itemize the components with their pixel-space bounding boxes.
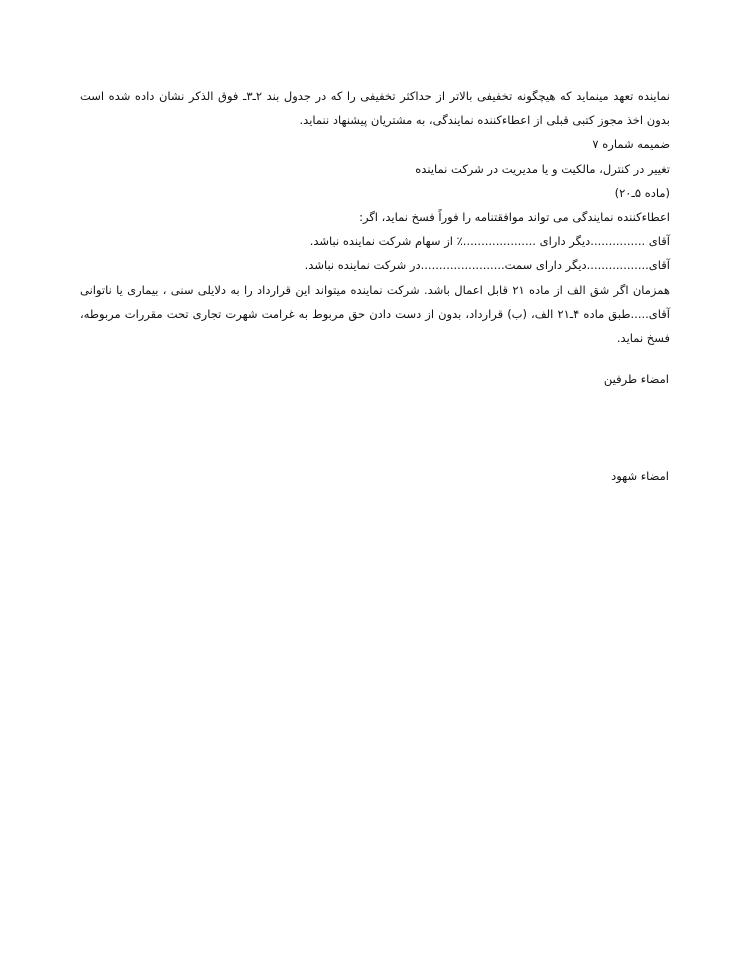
annex-title: ضمیمه شماره ۷ xyxy=(592,137,670,152)
termination-condition-intro: اعطاءکننده نمایندگی می تواند موافقتنامه را فوراً فسخ نماید، اگر: xyxy=(359,210,670,225)
article-reference: (ماده ۵ـ۲۰) xyxy=(614,185,670,200)
termination-clause-paragraph: همزمان اگر شق الف از ماده ۲۱ قابل اعمال باشد. شرکت نماینده میتواند این قرارداد را به دلایلی سنی ، بیماری یا ناتوانی آقای.....طبق ماده ۴ـ۲۱ الف، (ب) قرارداد، بدون از دست دادن حق مربوط به غرامت شهرت تجاری تحت مقررات مربوطه، فسخ نماید. xyxy=(80,282,670,346)
condition-shares: آقای ...............دیگر دارای ....................٪ از سهام شرکت نماینده نباشد. xyxy=(309,234,670,249)
condition-position: آقای.................دیگر دارای سمت.......................در شرکت نماینده نباشد. xyxy=(304,258,670,273)
document-body xyxy=(80,84,670,350)
discount-commitment-paragraph: نماینده تعهد مینماید که هیچگونه تخفیفی بالاتر از حداکثر تخفیفی را که در جدول بند ۲ـ۳ـ فوق الذکر نشان داده شده است بدون اخذ مجوز کتبی قبلی از اعطاءکننده نمایندگی، به مشتریان پیشنهاد ننماید. xyxy=(80,89,670,128)
signature-witnesses-label: امضاء شهود xyxy=(611,469,669,483)
signature-parties-label: امضاء طرفین xyxy=(603,372,669,386)
annex-subtitle: تغییر در کنترل، مالکیت و یا مدیریت در شرکت نماینده xyxy=(415,161,670,176)
